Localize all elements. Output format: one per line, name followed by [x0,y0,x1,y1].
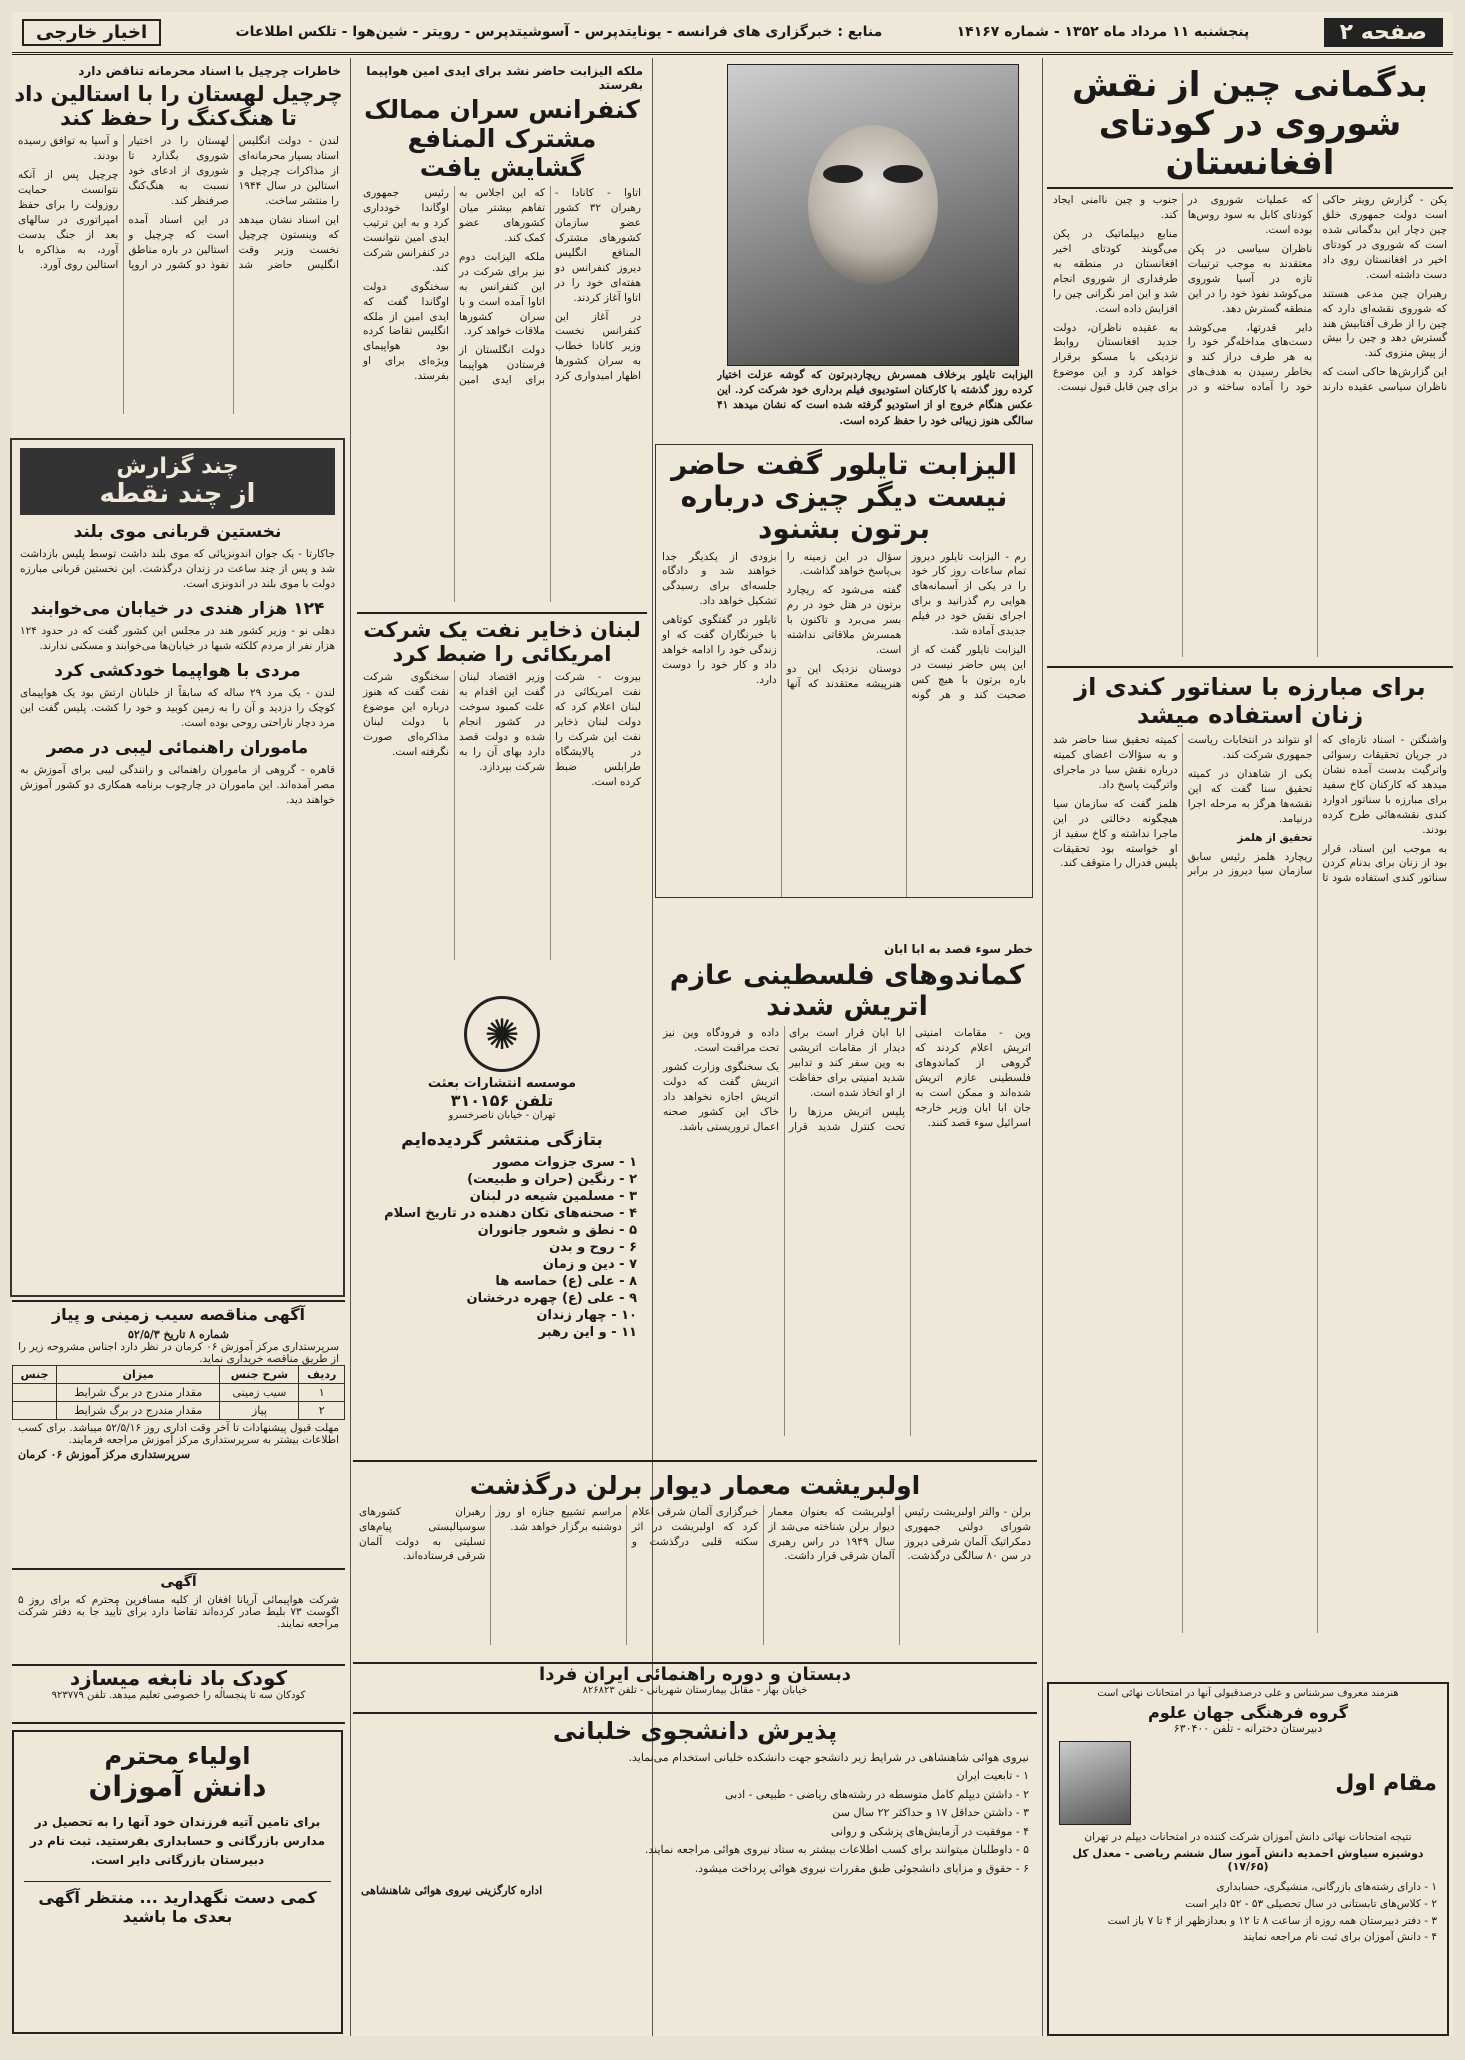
sources-line: منابع : خبرگزاری های فرانسه - یونایتدپرس - آسوشیتدپرس - رویتر - شین‌هوا - تلکس اطلاعات [235,24,883,40]
pilot-condition: ۲ - داشتن دیپلم کامل متوسطه در رشته‌های ریاضی - طبیعی - ادبی [725,1787,1029,1801]
taylor-paragraph: دوستان نزدیک این دو هنرپیشه معتقدند که آنها بزودی از یکدیگر جدا خواهند شد و دادگاه جلسه‌ای برای رسیدگی تشکیل خواهد داد. [662,550,902,690]
book-item: ۱ - سری جزوات مصور [493,1154,637,1170]
auction-footer: سرپرستداری مرکز آموزش ۰۶ کرمان [18,1448,191,1462]
notice-title: آگهی [160,1574,197,1590]
pilot-intro: نیروی هوائی شاهنشاهی در شرایط زیر دانشجو جهت دانشکده خلبانی استخدام می‌نماید. [628,1750,1029,1764]
senator-paragraph: به موجب این اسناد، قرار بود از زنان برای بدنام کردن سناتور کندی استفاده شود تا او نتواند در انتخابات ریاست جمهوری شرکت کند. [1187,734,1447,885]
table-cell: سیب زمینی [220,1384,299,1402]
school-title: دبستان و دوره راهنمائی ایران فردا [539,1664,851,1685]
china-paragraph: پکن - گزارش رویتر حاکی است دولت جمهوری خلق چین دچار این بدگمانی شده است که شوروی در کودتای اخیر در افغانستان روی داد دست داشته است. [1322,194,1447,281]
china-paragraph: منابع دیپلماتیک در پکن می‌گویند کودتای اخیر افغانستان در منطقه به طرفداری از شوروی انجام شد و این امر نگرانی چین را افزایش داده است. [1053,228,1178,315]
kid-text: کودکان سه تا پنجساله را خصوصی تعلیم میدهد. تلفن ۹۲۳۷۷۹ [51,1690,306,1701]
cultural-rank: مقام اول [1335,1770,1437,1796]
table-header: میزان [57,1366,220,1384]
page-number: صفحه ۲ [1324,18,1443,47]
table-cell: مقدار مندرج در برگ شرایط [57,1384,220,1402]
brief-banner-main: از چند نقطه [99,479,256,509]
school-address: خیابان بهار - مقابل بیمارستان شهربانی - تلفن ۸۲۶۸۲۳ [582,1685,808,1696]
cultural-list-item: ۳ - دفتر دبیرستان همه روزه از ساعت ۸ تا ۱۲ و بعدازظهر از ۴ تا ۷ باز است [1107,1914,1437,1927]
china-paragraph: ناظران سیاسی در پکن معتقدند به موجب ترتیبات تازه در آسیا شوروی می‌کوشد نفوذ خود را در این منطقه گسترش دهد. [1187,243,1313,315]
brief-item-title: ۱۲۴ هزار هندی در خیابان می‌خوابند [30,599,325,620]
photo-caption: الیزابت تایلور برخلاف همسرش ریچاردبرتون که گوشه عزلت اختیار کرده روز گذشته با کارکنان استودیوی فیلم برداری خود شرکت کرد. این عکس هنگام خروج او از استودیو گرفته شده است که نشان میدهد ۴۱ سالگی هنوز زیبائی خود را حفظ کرده است. [717,369,1033,427]
brief-item-title: ماموران راهنمائی لیبی در مصر [46,738,309,759]
book-item: ۷ - دین و زمان [542,1256,637,1272]
cultural-list-item: ۲ - کلاس‌های تابستانی در سال تحصیلی ۵۳ - ۵۲ دایر است [1185,1897,1437,1910]
churchill-paragraph: این اسناد نشان میدهد که وینستون چرچیل نخست وزیر وقت انگلیس حاضر شد لهستان را در اختیار شوروی بگذارد تا شوروی از ادعای خود نسبت به هنگ‌کنگ صرفنظر کند. [128,135,339,271]
taylor-paragraph: تایلور در گفتگوی کوتاهی با خبرنگاران گفت که او زندگی خود را ادامه خواهد داد و کار خود را دوست دارد. [662,614,777,686]
brief-item-text: جاکارتا - یک جوان اندونزیائی که موی بلند داشت توسط پلیس بازداشت شد و پس از چند ساعت در زندان درگذشت. این نخستین قربانی مبارزه دولت با موی بلند در اندونزی است. [20,547,335,590]
date-line: پنجشنبه ۱۱ مرداد ماه ۱۳۵۲ - شماره ۱۴۱۶۷ [956,24,1250,40]
palestinian-paragraph: وین - مقامات امنیتی اتریش اعلام کردند که گروهی از کماندوهای فلسطینی عازم اتریش شده‌اند و ممکن است به جان ابا ابان وزیر خارجه اسرائیل سوء قصد کنند. [915,1027,1031,1129]
conference-paragraph: اتاوا - کانادا - رهبران ۳۲ کشور عضو سازمان کشورهای مشترک المنافع انگلیس دیروز کنفرانس دو هفته‌ای خود را در اتاوا آغاز کردند. [555,187,641,304]
auction-notes: مهلت قبول پیشنهادات تا آخر وقت اداری روز ۵۲/۵/۱۶ میباشد. برای کسب اطلاعات بیشتر به سرپرستداری مرکز آموزش مراجعه فرمایند. [18,1422,339,1447]
cultural-list-item: ۴ - دانش آموزان برای ثبت نام مراجعه نمایند [1243,1931,1437,1944]
palestinian-headline: کماندوهای فلسطینی عازم اتریش شدند [669,960,1025,1023]
pilot-title: پذیرش دانشجوی خلبانی [552,1717,838,1745]
pilot-condition: ۵ - داوطلبان میتوانند برای کسب اطلاعات بیشتر به ستاد نیروی هوائی مراجعه نمایند. [644,1843,1029,1857]
pilot-condition: ۶ - حقوق و مزایای دانشجوئی طبق مقررات نیروی هوائی پرداخت میشود. [694,1861,1029,1875]
table-header: جنس [13,1366,57,1384]
conference-headline: کنفرانس سران ممالک مشترک المنافع گشایش یافت [364,95,640,182]
auction-intro: سرپرستداری مرکز آموزش ۰۶ کرمان در نظر دارد اجناس مشروحه زیر را از طریق مناقصه خریداری نماید. [18,1341,339,1366]
conference-paragraph: دولت انگلستان از فرستادن هواپیما برای ایدی امین رئیس جمهوری اوگاندا خودداری کرد و به این ترتیب ایدی امین نتوانست در کنفرانس شرکت کند. [363,187,545,387]
senator-subhead: تحقیق از هلمز [1237,831,1313,844]
book-item: ۹ - علی (ع) چهره درخشان [466,1290,637,1306]
china-headline: بدگمانی چین از نقش شوروی در کودتای افغانستان [1047,66,1453,189]
ulbricht-paragraph: رهبران کشورهای سوسیالیستی پیام‌های تسلیتی به دولت آلمان شرقی فرستاده‌اند. [359,1505,486,1563]
taylor-paragraph: رم - الیزابت تایلور دیروز تمام ساعات روز کار خود را در یکی از آسمانه‌های هوایی رم گذرانید و برای اجرای نقش خود در فیلم جدیدی آماده شد. [911,550,1026,638]
senator-paragraph: یکی از شاهدان در کمیته تحقیق سنا گفت که این نقشه‌ها هرگز به مرحله اجرا درنیامد. [1187,768,1313,825]
china-paragraph: به عقیده ناظران، دولت جدید افغانستان روابط نزدیکی با مسکو برقرار خواهد کرد و این موضوع برای چین قابل قبول نیست. [1053,321,1178,394]
publisher-phone: تلفن ۳۱۰۱۵۶ [450,1091,554,1110]
conference-paragraph: در آغاز این کنفرانس نخست وزیر کانادا خطاب به سران کشورها اظهار امیدواری کرد که این اجلاس به تفاهم بیشتر میان کشورهای عضو کمک کند. [459,187,641,383]
cultural-desc: نتیجه امتحانات نهائی دانش آموزان شرکت کننده در امتحانات دیپلم در تهران [1084,1831,1412,1843]
publisher-address: تهران - خیابان ناصرخسرو [448,1110,556,1121]
palestinian-paragraph: ابا ابان قرار است برای دیدار از مقامات اتریشی به وین سفر کند و تدابیر شدید امنیتی برای حفاظت از او اتخاذ شده است. [789,1027,905,1099]
auction-title: آگهی مناقصه سیب زمینی و پیاز [51,1305,306,1324]
book-item: ۴ - صحنه‌های تکان دهنده در تاریخ اسلام [384,1205,637,1221]
senator-paragraph: هلمز گفت که سازمان سیا هیچگونه دخالتی در این ماجرا نداشته و کاخ سفید از او خواسته بود تحقیقات پلیس فدرال را متوقف کند. [1053,797,1178,870]
conference-paragraph: سخنگوی دولت اوگاندا گفت که ایدی امین از ملکه انگلیس تقاضا کرده بود هواپیمای ویژه‌ای برای او بفرستد. [363,280,449,383]
lebanon-paragraph: سخنگوی شرکت نفت گفت که هنوز درباره این موضوع با دولت لبنان مذاکره‌ای صورت نگرفته است. [363,671,449,758]
auction-ref: شماره ۸ تاریخ ۵۲/۵/۳ [128,1328,229,1342]
conference-kicker: ملکه الیزابت حاضر نشد برای ایدی امین هواپیما بفرستد [366,64,643,92]
churchill-paragraph: چرچیل پس از آنکه نتوانست حمایت روزولت را برای حفظ امپراتوری در سالهای بعد از جنگ بدست آورد، به مذاکره با استالین روی آورد. [18,169,119,271]
lebanon-paragraph: وزیر اقتصاد لبنان گفت این اقدام به علت کمبود سوخت در کشور انجام شده و دولت قصد دارد بهای آن را به شرکت بپردازد. [459,671,545,773]
pilot-condition: ۱ - تابعیت ایران [956,1769,1029,1783]
book-item: ۵ - نطق و شعور جانوران [477,1222,637,1238]
taylor-paragraph: الیزابت تایلور گفت که از این پس حاضر نیست در باره برتون با هیچ کس صحبت کند و هر گونه سؤال در این زمینه را بی‌پاسخ خواهد گذاشت. [786,550,1026,701]
cultural-phone: دبیرستان دخترانه - تلفن ۶۳۰۴۰۰ [1173,1722,1323,1735]
cultural-list-item: ۱ - دارای رشته‌های بازرگانی، منشیگری، حسابداری [1216,1881,1437,1893]
cultural-school: گروه فرهنگی جهان علوم [1148,1703,1348,1722]
parents-bottom: کمی دست نگهدارید ... منتظر آگهی بعدی ما باشید [24,1881,331,1926]
china-paragraph: رهبران چین مدعی هستند که شوروی نقشه‌ای دارد که چین را از طرف آفتابیش هند گسترش دهد و چین را بیش از پیش منزوی کند. [1322,287,1447,360]
book-item: ۶ - روح و بدن [549,1239,637,1255]
table-header: شرح جنس [220,1366,299,1384]
lebanon-paragraph: بیروت - شرکت نفت امریکائی در لبنان اعلام کرد که دولت لبنان ذخایر نفت این شرکت را در پالایشگاه طرابلس ضبط کرده است. [555,671,641,788]
palestinian-kicker: خطر سوء قصد به ابا ابان [883,942,1033,956]
pilot-footer: اداره کارگزینی نیروی هوائی شاهنشاهی [361,1884,543,1898]
book-item: ۳ - مسلمین شیعه در لبنان [469,1188,637,1204]
publisher-logo-icon: ✺ [464,996,540,1072]
kid-title: کودک باد نابغه میسازد [69,1666,288,1690]
ulbricht-paragraph: خبرگزاری آلمان شرقی اعلام کرد که اولبریشت در اثر سکته قلبی درگذشت و مراسم تشییع جنازه او روز دوشنبه برگزار خواهد شد. [495,1505,759,1548]
table-cell: مقدار مندرج در برگ شرایط [57,1402,220,1420]
taylor-paragraph: گفته می‌شود که ریچارد برتون در هتل خود در رم بسر می‌برد و تاکنون با همسرش ملاقاتی نداشته است. [786,584,902,656]
ulbricht-headline: اولبریشت معمار دیوار برلن درگذشت [469,1471,921,1500]
ulbricht-paragraph: برلن - والتر اولبریشت رئیس شورای دولتی جمهوری دمکراتیک آلمان شرقی دیروز در سن ۸۰ سالگی درگذشت. [904,1505,1031,1563]
table-cell: ۱ [299,1384,345,1402]
publisher-name: موسسه انتشارات بعثت [427,1076,577,1091]
parents-text: برای تامین آتیه فرزندان خود آنها را به تحصیل در مدارس بازرگانی و حسابداری بفرستید. ثبت نام در دبیرستان بازرگانی دایر است. [29,1815,326,1868]
yemen-final [12,12,1453,2036]
table-cell: پیاز [220,1402,299,1420]
churchill-paragraph: در این اسناد آمده است که چرچیل و استالین در باره مناطق نفوذ دو کشور در اروپا و آسیا به توافق رسیده بودند. [18,135,229,271]
senator-headline: برای مبارزه با سناتور کندی از زنان استفاده میشد [1047,666,1453,729]
table-cell: ۲ [299,1402,345,1420]
lebanon-headline: لبنان ذخایر نفت یک شرکت امریکائی را ضبط کرد [357,612,647,666]
book-item: ۲ - رنگین (حران و طبیعت) [467,1171,637,1187]
cultural-winner: دوشیزه سیاوش احمدیه دانش آموز سال ششم ریاضی - معدل کل (۱۷/۶۵) [1072,1847,1424,1873]
ulbricht-paragraph: اولبریشت که بعنوان معمار دیوار برلن شناخته می‌شد از سال ۱۹۴۹ در راس رهبری آلمان شرقی قرار داشت. [768,1505,895,1563]
churchill-paragraph: لندن - دولت انگلیس اسناد بسیار محرمانه‌ای از مذاکرات چرچیل و استالین در سال ۱۹۴۴ را منتشر ساخت. [238,135,339,207]
book-item: ۱۰ - چهار زندان [536,1307,637,1323]
taylor-headline: الیزابت تایلور گفت حاضر نیست دیگر چیزی درباره برتون بشنود [671,448,1017,546]
table-header: ردیف [299,1366,345,1384]
china-paragraph: این گزارش‌ها حاکی است که ناظران سیاسی عقیده دارند که عملیات شوروی در کودتای کابل به سود روس‌ها بوده است. [1187,194,1447,394]
pilot-condition: ۳ - داشتن حداقل ۱۷ و حداکثر ۲۲ سال سن [832,1806,1029,1820]
brief-item-text: لندن - یک مرد ۲۹ ساله که سابقاً از خلبانان ارتش بود یک هواپیمای کوچک را دزدید و آن را به زمین کوبید و خود را کشت. پلیس گفت این مرد دچار ناراحتی روحی بوده است. [20,686,335,730]
senator-paragraph: ریچارد هلمز رئیس سابق سازمان سیا دیروز در برابر کمیته تحقیق سنا حاضر شد و به سؤالات اعضای کمیته درباره نقش سیا در ماجرای واترگیت پاسخ داد. [1053,734,1313,878]
brief-item-title: نخستین قربانی موی بلند [73,522,282,542]
notice-text: شرکت هواپیمائی آریانا افغان از کلیه مسافرین محترم که برای روز ۵ اگوست ۷۳ بلیط صادر کرده‌اند تقاضا دارد برای تأیید جا به دفتر شرکت مراجعه نمایند. [18,1594,339,1631]
parents-title-top: اولیاء محترم [104,1742,251,1770]
palestinian-paragraph: پلیس اتریش مرزها را تحت کنترل شدید قرار داده و فرودگاه وین نیز تحت مراقبت است. [663,1027,905,1133]
parents-title-main: دانش آموزان [88,1770,267,1803]
churchill-kicker: خاطرات چرچیل با اسناد محرمانه تناقض دارد [78,64,341,78]
brief-banner-top: چند گزارش [116,454,239,479]
senator-paragraph: واشنگتن - اسناد تازه‌ای که در جریان تحقیقات رسوائی واترگیت بدست آمده نشان میدهد که کارکنان کاخ سفید برای مبارزه با سناتور ادوارد کندی نقشه‌هائی طرح کرده بودند. [1322,734,1447,836]
book-item: ۱۱ - و این رهبر [538,1324,637,1340]
book-item: ۸ - علی (ع) حماسه ها [495,1273,637,1289]
brief-item-text: دهلی نو - وزیر کشور هند در مجلس این کشور گفت که در حدود ۱۲۴ هزار نفر از مردم کلکته شبها در خیابان‌ها می‌خوابند و مسکنی ندارند. [20,624,335,652]
palestinian-paragraph: یک سخنگوی وزارت کشور اتریش گفت که دولت اتریش اجازه نخواهد داد خاک این کشور صحنه اعمال تروریستی باشد. [663,1060,779,1133]
churchill-headline: چرچیل لهستان را با استالین داد تا هنگ‌کنگ را حفظ کند [14,82,343,131]
brief-item-text: قاهره - گروهی از ماموران راهنمائی و رانندگی لیبی برای آموزش به مصر آمده‌اند. این ماموران در چارچوب برنامه همکاری دو کشور آموزش خواهند دید. [20,763,335,807]
conference-paragraph: ملکه الیزابت دوم نیز برای شرکت در این کنفرانس به اتاوا آمده است و با سران کشورها ملاقات خواهد کرد. [459,250,545,338]
china-paragraph: دایر قدرتها، می‌کوشد دست‌های مداخله‌گر خود را به هر طرف دراز کند و بخاطر رسیدن به هدف‌های خود را آماده ساخته و در جنوب و چین ناامنی ایجاد کند. [1053,194,1313,394]
section-label: اخبار خارجی [22,19,161,46]
cultural-kicker: هنرمند معروف سرشناس و علی درصدقبولی آنها در امتحانات نهائی است [1097,1688,1399,1699]
booklist-title: بتازگی منتشر گردیده‌ایم [401,1130,603,1150]
pilot-condition: ۴ - موفقیت در آزمایش‌های پزشکی و روانی [830,1824,1029,1838]
brief-item-title: مردی با هواپیما خودکشی کرد [54,661,301,682]
